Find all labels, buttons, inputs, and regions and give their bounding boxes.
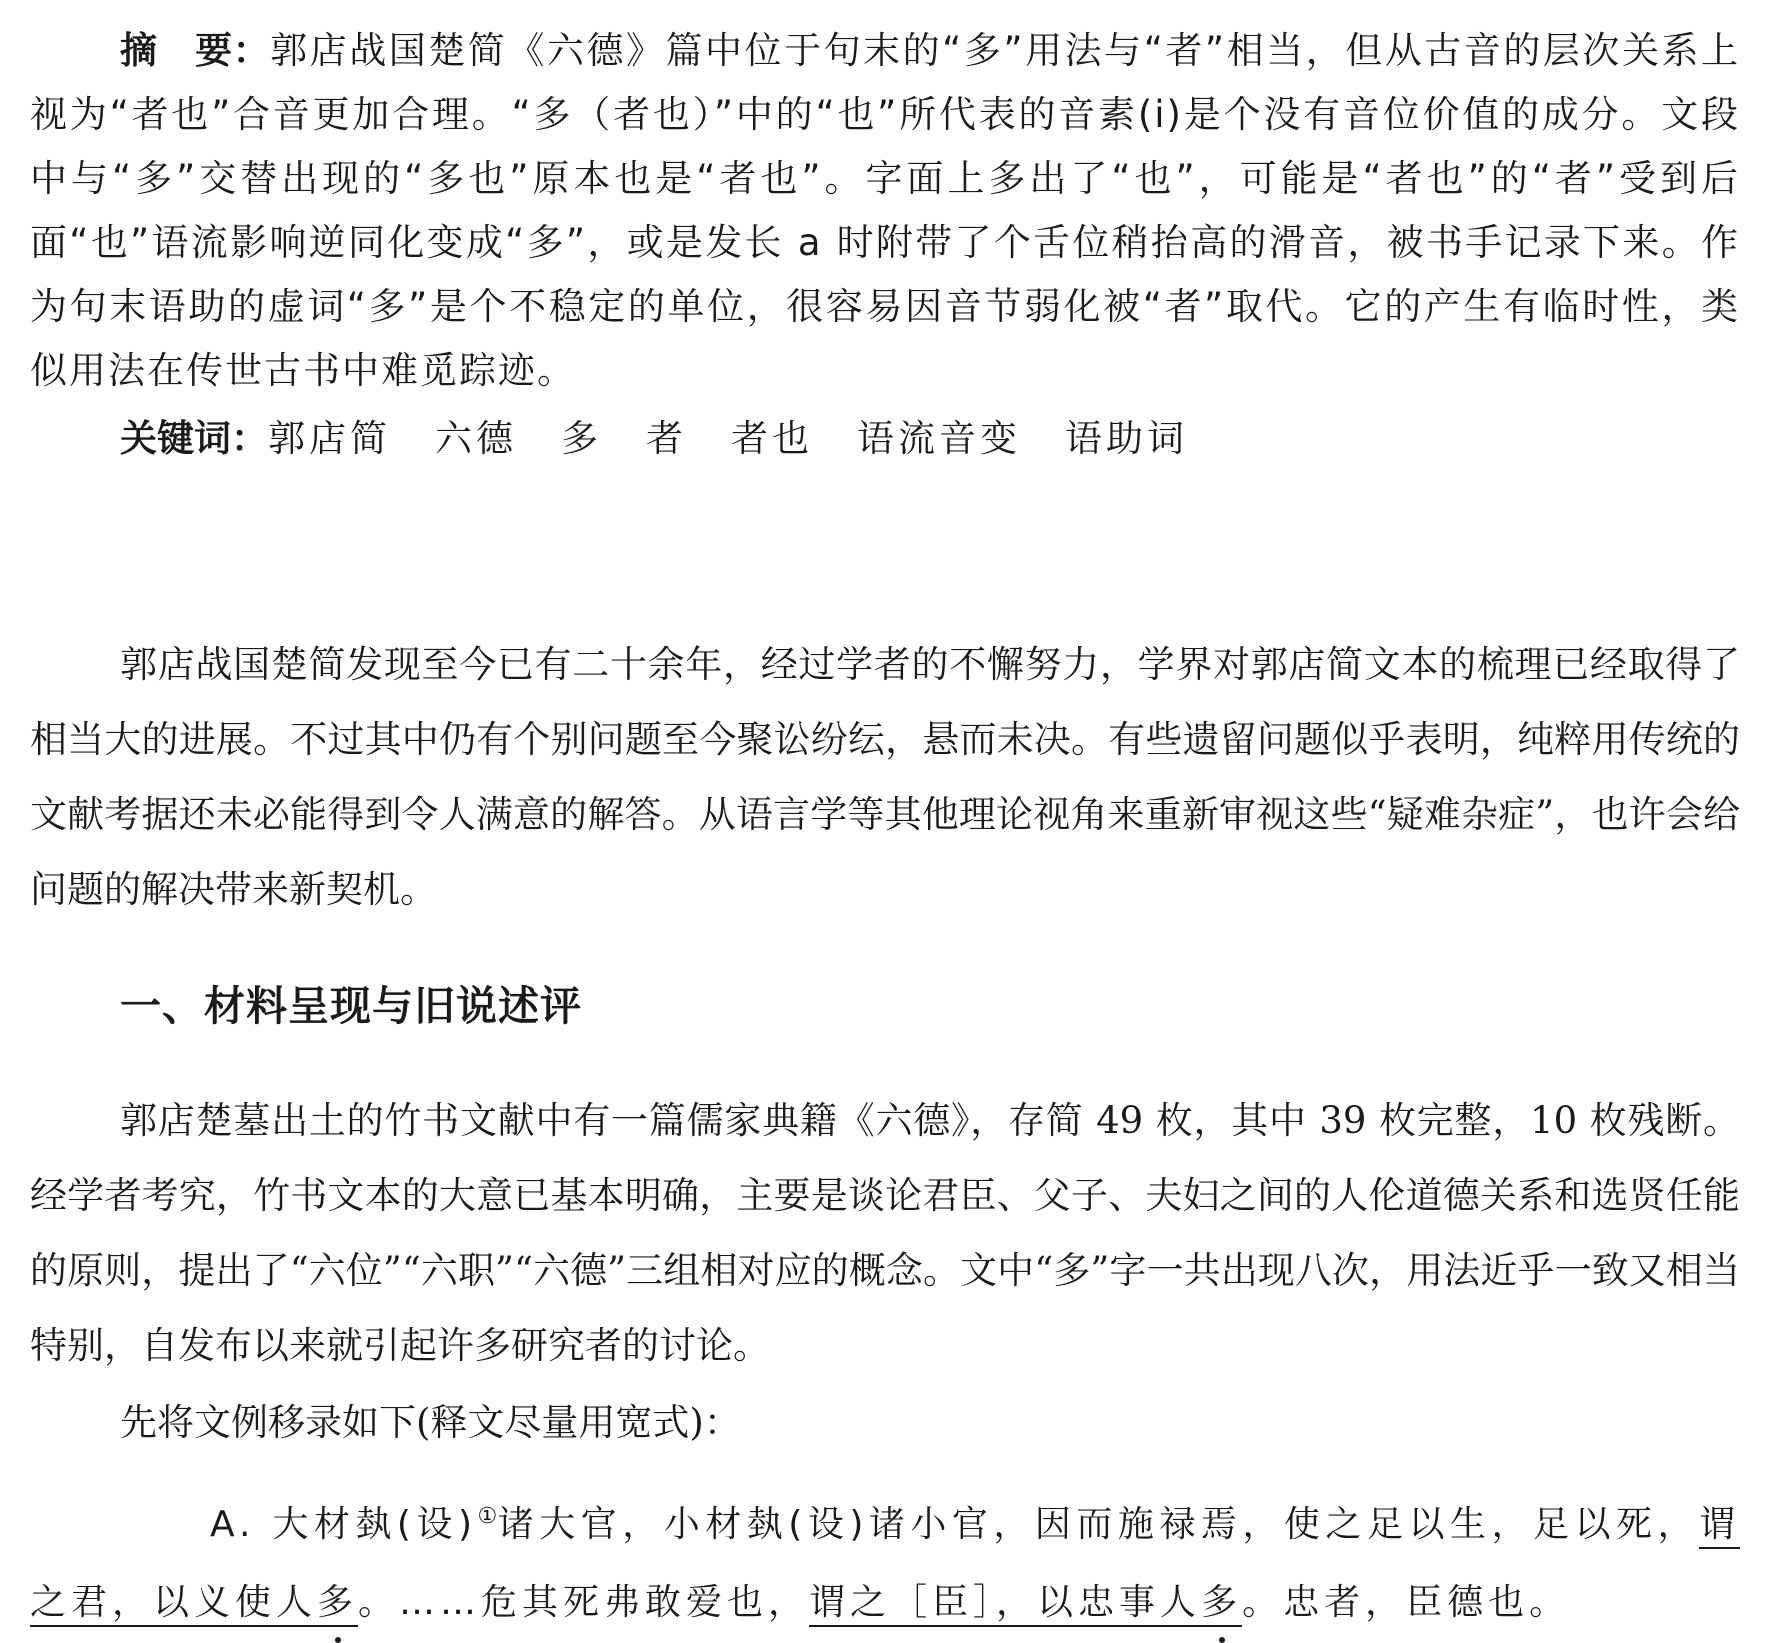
example-text: 诸大官，小材埶(设)诸小官，因而施禄焉，使之足以生，足以死， (497, 1504, 1699, 1545)
example-text: 。忠者，臣德也。 (1242, 1582, 1571, 1623)
keyword: 多 (561, 417, 602, 460)
keyword: 者 (646, 417, 687, 460)
example-letter: A. (210, 1504, 256, 1545)
lead-in-paragraph: 先将文例移录如下(释文尽量用宽式)： (120, 1401, 741, 1444)
abstract-text: 郭店战国楚简《六德》篇中位于句末的“多”用法与“者”相当，但从古音的层次关系上视为“者也”合音更加合理。“多（者也）”中的“也”所代表的音素(i)是个没有音位价值的成分。文段中与“多”交替出现的“多也”原本也是“者也”。字面上多出了“也”，可能是“者也”的“者”受到后面“也”语流影响逆同化变成“多”，或是发长 a 时附带了个舌位稍抬高的滑音，被书手记录下来。作为句末语助的虚词“多”是个不稳定的单位，很容易因音节弱化被“者”取代。它的产生有临时性，类似用法在传世古书中难觅踪迹。 (30, 29, 1741, 392)
emphasis-dot-char: 多 (317, 1582, 359, 1623)
keyword: 语助词 (1065, 417, 1188, 460)
underlined-text: 谓之［臣］，以忠事人 (809, 1582, 1202, 1623)
abstract-label: 摘 要： (120, 28, 271, 72)
example-a (30, 1486, 1740, 1642)
underlined-phrase (809, 1582, 1242, 1627)
abstract (30, 18, 1740, 403)
section-heading: 一、材料呈现与旧说述评 (120, 982, 582, 1030)
underlined-text: 谓之君，以义使人 (30, 1504, 1740, 1623)
keywords (120, 406, 1232, 471)
section-paragraph: 郭店楚墓出土的竹书文献中有一篇儒家典籍《六德》，存简 49 枚，其中 39 枚完整，10 枚残断。经学者考究，竹书文本的大意已基本明确，主要是谈论君臣、父子、夫妇之间的人伦道德关系和选贤任能的原则，提出了“六位”“六职”“六德”三组相对应的概念。文中“多”字一共出现八次，用法近乎一致又相当特别，自发布以来就引起许多研究者的讨论。 (30, 1099, 1740, 1367)
keyword: 郭店简 (268, 417, 391, 460)
keyword: 者也 (731, 417, 813, 460)
emphasis-dot-char: 多 (1201, 1582, 1243, 1623)
example-text: 。……危其死弗敢爱也， (358, 1582, 810, 1623)
intro-paragraph: 郭店战国楚简发现至今已有二十余年，经过学者的不懈努力，学界对郭店简文本的梳理已经取得了相当大的进展。不过其中仍有个别问题至今聚讼纷纭，悬而未决。有些遗留问题似乎表明，纯粹用传统的文献考据还未必能得到令人满意的解答。从语言学等其他理论视角来重新审视这些“疑难杂症”，也许会给问题的解决带来新契机。 (30, 643, 1740, 911)
example-text: 大材埶(设) (272, 1504, 478, 1545)
keyword: 语流音变 (857, 417, 1021, 460)
keywords-label: 关键词： (120, 416, 268, 460)
keyword: 六德 (435, 417, 517, 460)
footnote-marker[interactable]: ① (477, 1504, 498, 1529)
